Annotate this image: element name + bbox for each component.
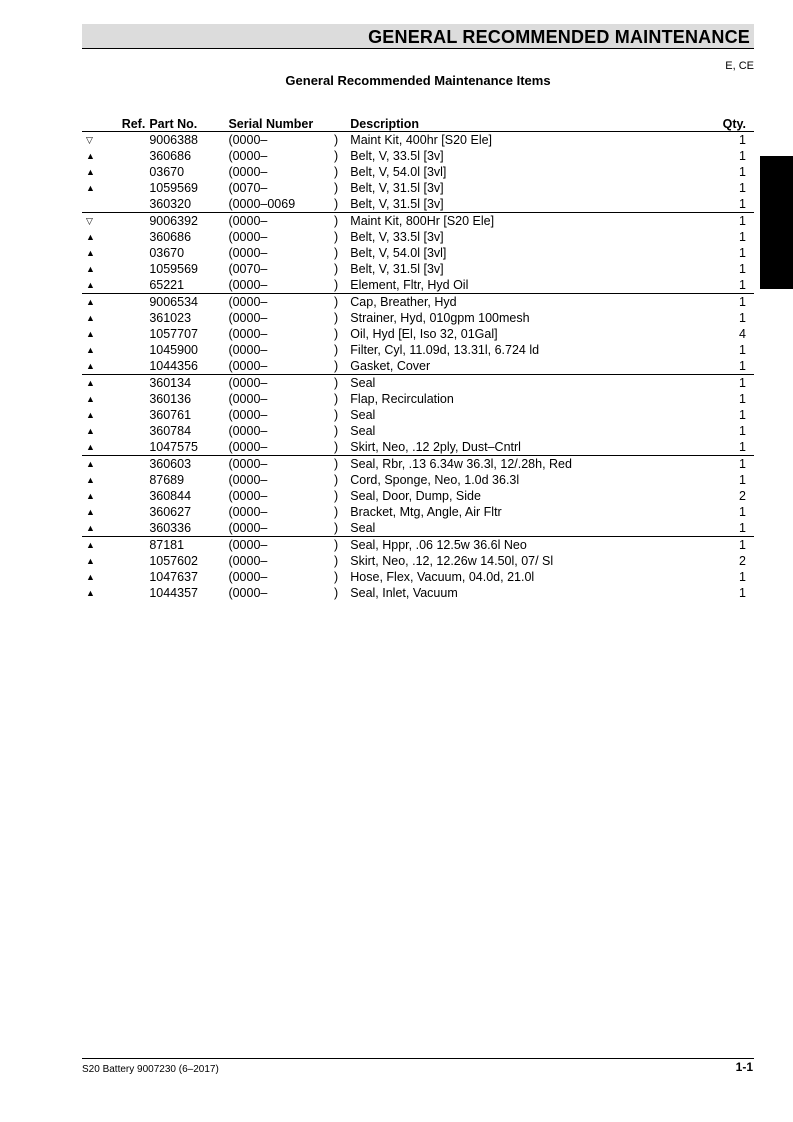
row-quantity: 1 (739, 295, 746, 309)
row-part-number: 1044357 (149, 586, 198, 600)
row-quantity: 1 (712, 277, 754, 294)
row-symbol-icon: ▲ (82, 439, 109, 456)
row-description: Cord, Sponge, Neo, 1.0d 36.3l (350, 473, 520, 487)
row-symbol-icon: ▲ (86, 264, 95, 274)
table-row (82, 277, 754, 294)
row-serial-number: (0000– (228, 246, 268, 260)
row-part-number: 360336 (149, 520, 228, 537)
table-row (82, 504, 754, 520)
row-description: Seal (350, 408, 376, 422)
row-part-number: 360136 (149, 392, 192, 406)
row-serial-number: (0000– (228, 376, 268, 390)
model-codes: E, CE (725, 60, 754, 72)
row-ref (109, 407, 149, 423)
table-row (82, 229, 754, 245)
row-ref (109, 245, 149, 261)
row-quantity: 1 (739, 230, 746, 244)
row-quantity: 1 (739, 133, 746, 147)
row-part-number: 1044356 (149, 358, 228, 375)
row-description: Seal, Door, Dump, Side (350, 489, 481, 503)
row-serial-close: ) (334, 327, 339, 341)
row-serial-number: (0000– (228, 230, 268, 244)
row-serial-close: ) (334, 586, 339, 600)
row-part-number: 65221 (149, 277, 228, 294)
row-ref (109, 520, 149, 537)
row-symbol-icon: ▲ (86, 394, 95, 404)
parts-table-body (82, 132, 754, 602)
row-serial-close: ) (334, 277, 350, 294)
row-description: Belt, V, 54.0l [3vl] (350, 246, 447, 260)
row-symbol-icon: ▲ (86, 151, 95, 161)
row-serial-number: (0000– (228, 538, 268, 552)
row-ref (109, 488, 149, 504)
row-ref (109, 375, 149, 392)
row-part-number: 360784 (149, 424, 192, 438)
row-description: Seal, Inlet, Vacuum (350, 586, 458, 600)
table-row (82, 423, 754, 439)
row-ref (109, 472, 149, 488)
column-header-qty: Qty. (712, 115, 754, 132)
column-header-part-no: Part No. (149, 115, 228, 132)
row-serial-number: (0000– (228, 586, 268, 600)
row-quantity: 1 (739, 473, 746, 487)
row-serial-number: (0000– (228, 489, 268, 503)
table-row (82, 375, 754, 392)
row-ref (109, 342, 149, 358)
row-ref (109, 229, 149, 245)
table-row (82, 439, 754, 456)
row-part-number: 360844 (149, 489, 192, 503)
row-serial-number: (0000– (228, 570, 268, 584)
row-symbol-icon: ▲ (86, 183, 95, 193)
row-description: Belt, V, 33.5l [3v] (350, 149, 444, 163)
row-symbol-icon: ▲ (86, 459, 95, 469)
row-symbol-icon: ▲ (86, 475, 95, 485)
row-part-number: 87689 (149, 473, 185, 487)
footer-divider (82, 1058, 754, 1059)
row-symbol-icon: ▲ (86, 345, 95, 355)
row-part-number: 9006392 (149, 214, 198, 228)
row-quantity: 1 (739, 246, 746, 260)
row-serial-close: ) (334, 408, 339, 422)
row-ref (109, 569, 149, 585)
column-header-spacer (334, 115, 350, 132)
row-ref (109, 553, 149, 569)
row-quantity: 1 (739, 376, 746, 390)
row-serial-close: ) (334, 262, 339, 276)
row-part-number: 1057602 (149, 554, 198, 568)
row-part-number: 360627 (149, 505, 192, 519)
table-row (82, 310, 754, 326)
row-symbol-icon: ▲ (86, 588, 95, 598)
row-symbol-icon: ▲ (86, 540, 95, 550)
row-quantity: 1 (739, 538, 746, 552)
row-quantity: 1 (739, 149, 746, 163)
column-header-ref: Ref. (109, 115, 149, 132)
row-part-number: 360603 (149, 457, 192, 471)
row-serial-close: ) (334, 246, 339, 260)
row-quantity: 1 (739, 505, 746, 519)
row-part-number: 1059569 (149, 262, 198, 276)
row-serial-number: (0000– (228, 327, 268, 341)
row-symbol-icon: ▲ (86, 297, 95, 307)
row-serial-number: (0000– (228, 277, 334, 294)
row-symbol-icon: ▲ (82, 520, 109, 537)
row-serial-number: (0000– (228, 295, 268, 309)
table-row (82, 261, 754, 277)
row-quantity: 2 (739, 489, 746, 503)
row-serial-number: (0000– (228, 554, 268, 568)
row-serial-number: (0000– (228, 473, 268, 487)
row-symbol-icon: ▲ (86, 426, 95, 436)
row-ref (109, 423, 149, 439)
row-serial-number: (0000– (228, 311, 268, 325)
table-row (82, 553, 754, 569)
row-description: Seal (350, 424, 376, 438)
page-header-bar (82, 24, 754, 49)
row-ref (109, 439, 149, 456)
table-row (82, 294, 754, 311)
row-description: Filter, Cyl, 11.09d, 13.31l, 6.724 ld (350, 343, 540, 357)
row-serial-close: ) (334, 505, 339, 519)
row-ref (109, 261, 149, 277)
row-quantity: 1 (739, 424, 746, 438)
row-serial-number: (0000– (228, 505, 268, 519)
row-quantity: 1 (739, 408, 746, 422)
row-symbol-icon: ▽ (86, 135, 93, 145)
row-ref (109, 456, 149, 473)
row-description: Seal, Hppr, .06 12.5w 36.6l Neo (350, 538, 527, 552)
row-description: Belt, V, 31.5l [3v] (350, 181, 444, 195)
row-serial-close: ) (334, 489, 339, 503)
row-quantity: 1 (712, 358, 754, 375)
row-serial-close: ) (334, 554, 339, 568)
row-serial-number: (0000– (228, 133, 268, 147)
row-description: Belt, V, 33.5l [3v] (350, 230, 444, 244)
row-serial-number: (0000– (228, 424, 268, 438)
table-row (82, 456, 754, 473)
row-symbol-icon: ▽ (86, 216, 93, 226)
row-serial-number: (0070– (228, 262, 268, 276)
section-tab-marker (760, 156, 793, 289)
row-serial-close: ) (334, 133, 339, 147)
row-ref (109, 164, 149, 180)
row-serial-close: ) (334, 311, 339, 325)
table-row (82, 358, 754, 375)
table-row (82, 164, 754, 180)
row-description: Skirt, Neo, .12, 12.26w 14.50l, 07/ Sl (350, 554, 554, 568)
row-serial-number: (0000– (228, 214, 268, 228)
row-serial-close: ) (334, 181, 339, 195)
row-symbol-icon (82, 196, 109, 213)
row-serial-number: (0000– (228, 520, 334, 537)
row-ref (109, 277, 149, 294)
row-serial-close: ) (334, 343, 339, 357)
row-serial-close: ) (334, 457, 339, 471)
row-quantity: 1 (712, 520, 754, 537)
table-row (82, 585, 754, 601)
row-ref (109, 294, 149, 311)
column-header-symbol (82, 115, 109, 132)
row-ref (109, 391, 149, 407)
row-ref (109, 504, 149, 520)
row-quantity: 4 (739, 327, 746, 341)
table-row (82, 488, 754, 504)
table-row (82, 245, 754, 261)
row-symbol-icon: ▲ (86, 313, 95, 323)
row-description: Strainer, Hyd, 010gpm 100mesh (350, 311, 530, 325)
row-description: Seal (350, 520, 711, 537)
row-description: Maint Kit, 400hr [S20 Ele] (350, 133, 493, 147)
table-row (82, 132, 754, 149)
table-row (82, 326, 754, 342)
row-serial-close: ) (334, 295, 339, 309)
row-symbol-icon: ▲ (86, 378, 95, 388)
row-serial-number: (0000– (228, 165, 268, 179)
table-row (82, 520, 754, 537)
row-serial-close: ) (334, 196, 350, 213)
page-title: GENERAL RECOMMENDED MAINTENANCE (368, 27, 750, 47)
row-serial-number: (0000– (228, 358, 334, 375)
row-part-number: 87181 (149, 538, 185, 552)
row-part-number: 360761 (149, 408, 192, 422)
row-part-number: 9006534 (149, 295, 198, 309)
row-description: Belt, V, 31.5l [3v] (350, 196, 711, 213)
row-ref (109, 537, 149, 554)
row-quantity: 1 (712, 439, 754, 456)
row-part-number: 360686 (149, 230, 192, 244)
row-serial-close: ) (334, 424, 339, 438)
row-description: Hose, Flex, Vacuum, 04.0d, 21.0l (350, 570, 535, 584)
row-serial-number: (0000– (228, 149, 268, 163)
row-part-number: 9006388 (149, 133, 198, 147)
row-part-number: 360686 (149, 149, 192, 163)
row-ref (109, 196, 149, 213)
row-description: Belt, V, 31.5l [3v] (350, 262, 444, 276)
row-ref (109, 148, 149, 164)
row-description: Element, Fltr, Hyd Oil (350, 277, 711, 294)
table-row (82, 342, 754, 358)
row-serial-number: (0000–0069 (228, 196, 334, 213)
row-serial-close: ) (334, 358, 350, 375)
row-quantity: 1 (739, 165, 746, 179)
row-ref (109, 213, 149, 230)
row-symbol-icon: ▲ (86, 167, 95, 177)
row-description: Bracket, Mtg, Angle, Air Fltr (350, 505, 502, 519)
row-serial-close: ) (334, 230, 339, 244)
row-quantity: 1 (739, 570, 746, 584)
row-serial-number: (0000– (228, 343, 268, 357)
column-header-serial-number: Serial Number (228, 115, 334, 132)
row-symbol-icon: ▲ (86, 232, 95, 242)
row-part-number: 1047637 (149, 570, 198, 584)
row-symbol-icon: ▲ (86, 491, 95, 501)
row-part-number: 361023 (149, 311, 192, 325)
row-quantity: 1 (712, 196, 754, 213)
row-part-number: 360134 (149, 376, 192, 390)
row-serial-number: (0000– (228, 392, 268, 406)
row-ref (109, 310, 149, 326)
row-ref (109, 326, 149, 342)
row-part-number: 03670 (149, 165, 185, 179)
table-row (82, 196, 754, 213)
row-description: Belt, V, 54.0l [3vl] (350, 165, 447, 179)
row-symbol-icon: ▲ (82, 358, 109, 375)
row-part-number: 360320 (149, 196, 228, 213)
row-description: Seal (350, 376, 376, 390)
table-row (82, 407, 754, 423)
row-symbol-icon: ▲ (86, 507, 95, 517)
row-serial-close: ) (334, 473, 339, 487)
row-symbol-icon: ▲ (86, 556, 95, 566)
row-serial-number: (0000– (228, 457, 268, 471)
row-description: Maint Kit, 800Hr [S20 Ele] (350, 214, 495, 228)
row-serial-close: ) (334, 520, 350, 537)
row-description: Gasket, Cover (350, 358, 711, 375)
row-serial-close: ) (334, 392, 339, 406)
row-quantity: 1 (739, 181, 746, 195)
row-serial-number: (0000– (228, 408, 268, 422)
row-part-number: 1045900 (149, 343, 198, 357)
row-quantity: 1 (739, 262, 746, 276)
row-quantity: 2 (739, 554, 746, 568)
row-part-number: 1047575 (149, 439, 228, 456)
row-serial-close: ) (334, 376, 339, 390)
row-quantity: 1 (739, 214, 746, 228)
row-part-number: 03670 (149, 246, 185, 260)
row-serial-number: (0070– (228, 181, 268, 195)
row-part-number: 1059569 (149, 181, 198, 195)
row-symbol-icon: ▲ (86, 572, 95, 582)
row-description: Seal, Rbr, .13 6.34w 36.3l, 12/.28h, Red (350, 457, 572, 471)
row-serial-close: ) (334, 570, 339, 584)
table-row (82, 537, 754, 554)
row-part-number: 1057707 (149, 327, 198, 341)
row-serial-close: ) (334, 538, 339, 552)
table-row (82, 213, 754, 230)
table-row (82, 391, 754, 407)
table-header-row (82, 115, 754, 132)
row-symbol-icon: ▲ (86, 410, 95, 420)
row-serial-close: ) (334, 214, 339, 228)
table-row (82, 148, 754, 164)
row-ref (109, 585, 149, 601)
row-serial-close: ) (334, 165, 339, 179)
footer-document-id: S20 Battery 9007230 (6–2017) (82, 1064, 219, 1075)
row-symbol-icon: ▲ (86, 329, 95, 339)
row-symbol-icon: ▲ (86, 248, 95, 258)
row-quantity: 1 (739, 457, 746, 471)
table-row (82, 569, 754, 585)
row-quantity: 1 (739, 311, 746, 325)
row-quantity: 1 (739, 392, 746, 406)
row-serial-number: (0000– (228, 439, 334, 456)
table-row (82, 472, 754, 488)
row-quantity: 1 (739, 343, 746, 357)
row-description: Oil, Hyd [El, Iso 32, 01Gal] (350, 327, 498, 341)
row-serial-close: ) (334, 149, 339, 163)
row-symbol-icon: ▲ (82, 277, 109, 294)
row-ref (109, 180, 149, 196)
parts-table (82, 115, 754, 601)
column-header-description: Description (350, 115, 711, 132)
row-description: Flap, Recirculation (350, 392, 454, 406)
footer-page-number: 1-1 (735, 1060, 753, 1074)
section-subtitle: General Recommended Maintenance Items (285, 73, 551, 88)
row-description: Skirt, Neo, .12 2ply, Dust–Cntrl (350, 439, 711, 456)
row-ref (109, 358, 149, 375)
row-quantity: 1 (739, 586, 746, 600)
row-serial-close: ) (334, 439, 350, 456)
row-ref (109, 132, 149, 149)
table-row (82, 180, 754, 196)
row-description: Cap, Breather, Hyd (350, 295, 457, 309)
